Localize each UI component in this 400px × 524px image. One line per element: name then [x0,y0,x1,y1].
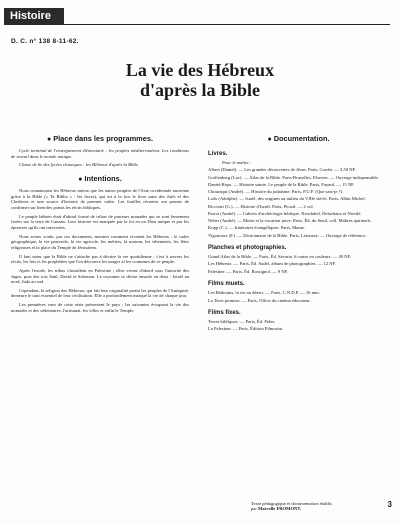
bibliography-item: Ricciotti (G.). — Histoire d'Israël. Paris, Picard. — 2 vol. [208,203,314,209]
paragraph: Cependant, la religion des Hébreux, qui fait leur originalité parmi les peuples de l'Antiquité, demeure le trait essentiel de leur civilisation. Elle a profondément marqué la vie de chaque jour. [11,287,189,299]
page-number: 3 [387,500,392,509]
section-heading-documentation: ● Documentation. [267,134,330,143]
bibliography-item: Kopp (C.). — Itinéraires évangéliques. Paris, Mame. [208,225,306,231]
bibliography-item: Vigouroux (F.). — Dictionnaire de la Bible. Paris, Letouzey. — Ouvrage de référence. [208,232,367,238]
subheading-pour-le-maitre: Pour le maître : [222,160,252,165]
right-column [208,134,389,334]
bibliography-item: Neher (André). — Moïse et la vocation juive. Paris, Éd. du Seuil, coll. Maîtres spirituels. [208,218,372,223]
paragraph: Nous connaissons les Hébreux mieux que les autres peuples de l'Asie occidentale ancienne grâce à la Bible (« Ta Biblia » : les livres), qui est à la fois le livre saint des Juifs et des Chrétiens et une source d'histoire de premier ordre. Les fouilles récentes ont permis de confirmer sur bien des points les récits bibliques. [11,187,189,210]
title-line-2: d'après la Bible [139,80,260,100]
bibliography-item: Grollenberg (Luc). — Atlas de la Bible. Paris-Bruxelles, Elsevier. — Ouvrage indispensable. [208,174,379,180]
bibliography-item: Parrot (André). — Cahiers d'archéologie biblique. Neuchâtel, Delachaux et Niestlé. [208,210,362,216]
paragraph: Nous avons voulu, par ces documents, montrer comment vivaient les Hébreux : le cadre géographique, la vie pastorale, la vie agricole, les métiers, la maison, les vêtements, les fêtes religieuses et la place du Temple de Jérusalem. [11,233,189,250]
section-heading-place: ● Place dans les programmes. [46,134,154,143]
subheading-films-fixes: Films fixes. [208,310,241,317]
page-title [0,60,400,100]
document-reference: D. C. n° 138 8-11-62. [11,38,79,45]
subheading-planches: Planches et photographies. [208,245,287,252]
credit-line-2: par Marcelle FROMONT. [251,506,302,512]
paragraph: Cycle terminal de l'enseignement élémentaire : les peuples méditerranéens. Les conditions de travail dans le monde antique. [11,148,189,159]
bullet-icon: ● [267,136,272,143]
bullet-icon: ● [46,136,52,143]
film-item: Les Bédouins, la vie au désert. — Paris, C.N.D.P. — 16 mm. [208,290,320,296]
author-credit [251,501,384,512]
bibliography-item: Lods (Adolphe). — Israël, des origines au milieu du VIIIe siècle. Paris, Albin Michel. [208,196,366,202]
planche-item: Grand Atlas de la Bible. — Paris, Éd. Sécuria. 6 cartes en couleurs. — 49 NF. [208,254,351,260]
section-heading-intentions: ● Intentions. [78,173,122,183]
paragraph: Le peuple hébreu était d'abord formé de tribus de pasteurs nomades qui se sont lentement fixées sur la terre de Canaan. Leur histoire est marquée par la foi en un Dieu unique et par les épreuves qu'ils ont traversées. [11,213,189,230]
film-item: La Terre promise. — Paris, Office du cinéma éducateur. [208,297,311,303]
title-line-1: La vie des Hébreux [125,60,275,80]
bibliography-item: Chouraqui (André). — Histoire du judaïsme. Paris, P.U.F. (Que sais-je ?). [208,189,344,194]
subheading-films-muets: Films muets. [208,281,245,288]
film-fixe-item: La Palestine. — Paris, Édition Filmostat. [208,326,284,332]
planche-item: Palestine. — Paris, Éd. Rossignol. — 9 NF. [208,268,289,274]
paragraph: Classe de 6e des lycées classiques : les Hébreux d'après la Bible. [19,162,139,168]
planche-item: Les Hébreux. — Paris, Éd. Sudel, album de photographies. — 12 NF. [208,261,336,267]
credit-line-1: Texte pédagogique et documentation établis [251,500,332,506]
header-rule [64,24,390,25]
left-column [11,134,189,316]
film-fixe-item: Terres bibliques. — Paris, Éd. Fides. [208,319,276,325]
author-name: Marcelle FROMONT. [258,506,302,512]
paragraph: Après l'exode, les tribus s'installent en Palestine ; elles vivent d'abord sous l'autorité des Juges, puis des rois Saül, David et Salomon. Le royaume se divise ensuite en deux : Israël au nord, Juda au sud. [11,267,189,285]
bibliography-item: Daniel-Rops. — Histoire sainte. Le peuple de la Bible. Paris, Fayard. — 15 NF. [208,181,355,187]
subheading-livres: Livres. [208,151,228,157]
bibliography-item: Albert (Daniel). — Les grandes découvertes de Jésus. Paris, Corrêa. — 3,50 NF. [208,167,356,173]
bullet-icon: ● [78,175,83,183]
paragraph: Il faut noter que la Bible ne s'attache pas à décrire la vie quotidienne ; c'est à travers les récits, les lois et les prophéties que l'on découvre les usages et les coutumes de ce peuple. [11,253,189,265]
section-label: Histoire [4,8,64,25]
paragraph: Les premières vues de cette série présentent le pays ; les suivantes évoquent la vie des nomades et des sédentaires, l'artisanat, les villes et enfin le Temple. [11,302,189,313]
